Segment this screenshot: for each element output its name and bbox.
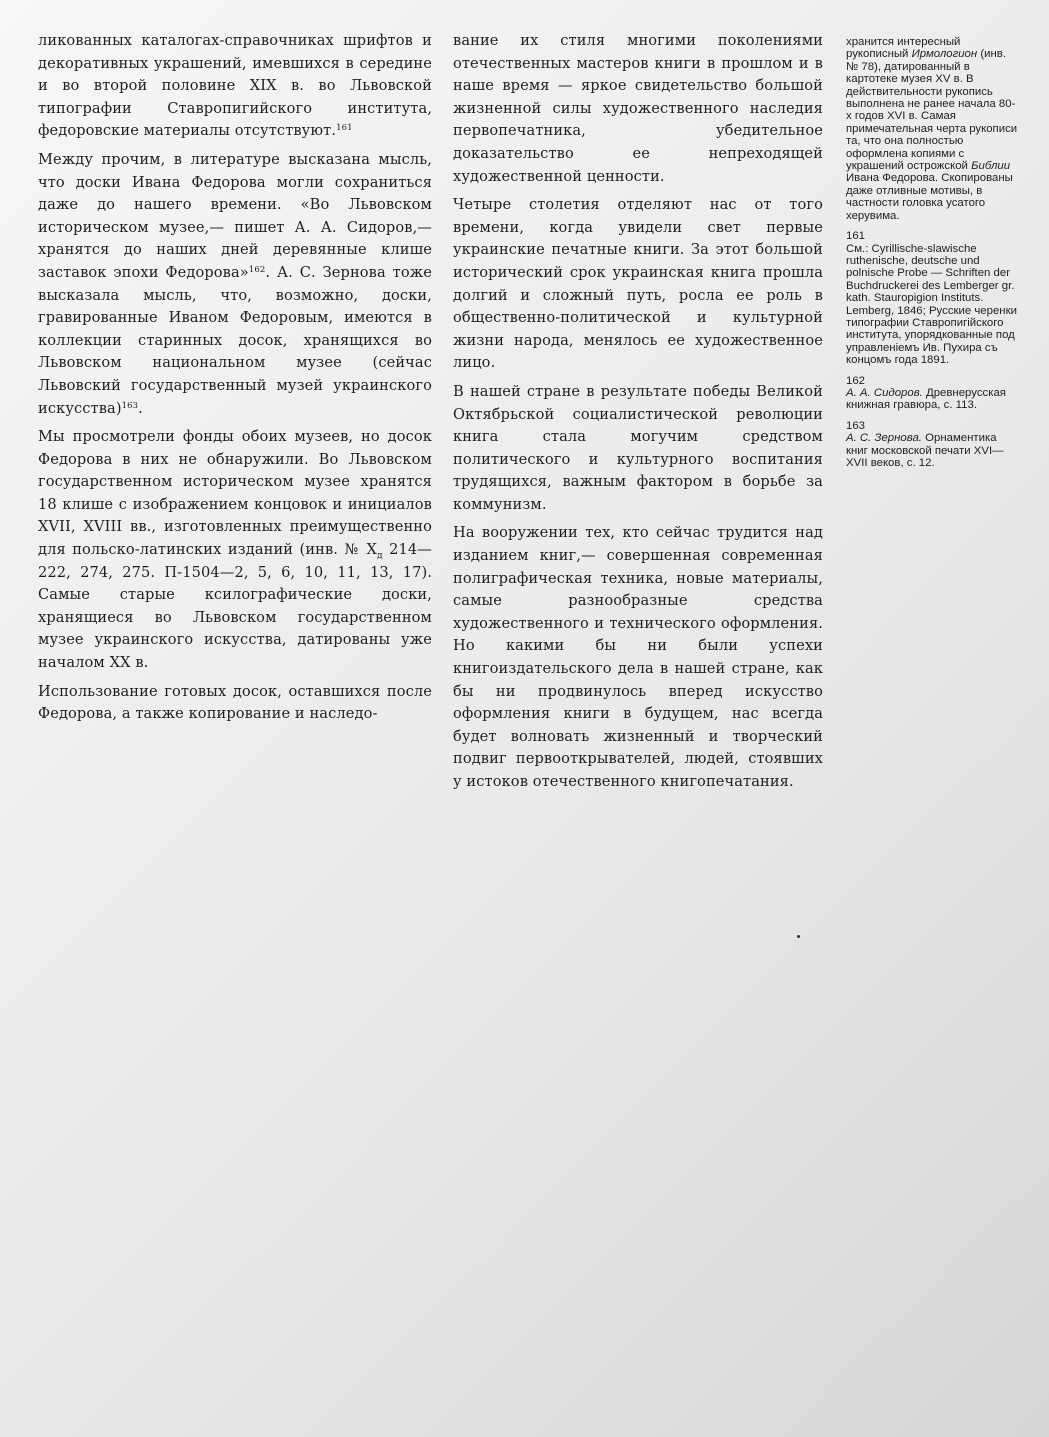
footnote-text: Древнерусская книжная гравюра, с. 113. <box>846 386 1006 412</box>
paragraph-text: 214—222, 274, 275. П-1504—2, 5, 6, 10, 11, 13, 17). Самые старые ксилографические доски, хранящиеся во Львовском государственном музее украинского искусства, датированы уже началом XX в. <box>38 541 432 672</box>
footnote-text: Орнаментика книг московской печати XVI—XVII веков, с. 12. <box>846 432 1004 469</box>
side-note-title: Библии <box>971 160 1011 173</box>
paragraph-text: . <box>138 399 143 417</box>
footnote-ref[interactable]: 163 <box>121 400 139 411</box>
paragraph-text: Мы просмотрели фонды обоих музеев, но досок Федорова в них не обнаружили. Во Львовском государственном историческом музее хранятся 18 клише с изображением концовок и инициалов XVII, XVIII вв., изготовленных преимущественно для польско-латинских изданий (инв. № Х <box>38 428 432 559</box>
paragraph-text: . А. С. Зернова тоже высказала мысль, что, возможно, доски, гравированные Иваном Федоровым, имеются в коллекции старинных досок, хранящихся во Львовском национальном музее (сейчас Львовский государственный музей украинского искусства) <box>38 263 432 417</box>
footnote-number: 163 <box>846 419 866 432</box>
margin-notes-column <box>846 36 1018 477</box>
footnote-ref[interactable]: 161 <box>336 123 353 134</box>
print-speck <box>797 935 800 938</box>
footnote-161 <box>846 230 1018 366</box>
paragraph: вание их стиля многими поколениями отечественных мастеров книги в прошлом и в наше время — яркое свидетельство большой жизненной силы художественного наследия первопечатника, убедительное доказательство ее непреходящей художественной ценности. <box>453 32 823 185</box>
subscript: д <box>377 550 383 561</box>
footnote-author: А. С. Зернова. <box>846 432 922 445</box>
paragraph <box>38 30 432 143</box>
paragraph-text: Между прочим, в литературе высказана мысль, что доски Ивана Федорова могли сохраниться даже до нашего времени. «Во Львовском историческом музее,— пишет А. А. Сидоров,— хранятся до наших дней деревянные клише заставок эпохи Федорова» <box>38 150 432 281</box>
paragraph <box>38 149 432 420</box>
side-note-title: Ирмологион <box>911 48 978 61</box>
main-text-column-left <box>38 30 432 732</box>
footnote-163 <box>846 420 1018 470</box>
side-note-text: хранится интересный рукописный <box>846 36 961 61</box>
footnote-author: А. А. Сидоров. <box>846 386 923 399</box>
paragraph: На вооружении тех, кто сейчас трудится над изданием книг,— совершенная современная полиграфическая техника, новые материалы, самые разнообразные средства художественного и технического оформления. Но какими бы ни были успехи книгоиздательского дела в нашей стране, как бы ни продвинулось вперед искусство оформления книги в будущем, нас всегда будет волновать жизненный и творческий подвиг первооткрывателей, людей, стоявших у истоков отечественного книгопечатания. <box>453 524 823 790</box>
main-text-column-right <box>453 30 823 800</box>
paragraph: В нашей стране в результате победы Великой Октябрьской социалистической революции книга стала могучим средством политического и культурного воспитания трудящихся, важным фактором в борьбе за коммунизм. <box>453 382 823 513</box>
footnote-number: 162 <box>846 374 866 387</box>
paragraph: Использование готовых досок, оставшихся после Федорова, а также копирование и наследо- <box>38 682 432 723</box>
paragraph <box>38 426 432 675</box>
side-note-text: Ивана Федорова. Скопированы даже отливные мотивы, в частности головка усатого херувима. <box>846 172 1013 222</box>
footnote-162 <box>846 375 1018 412</box>
side-note-text: (инв. № 78), датированный в картотеке музея XV в. В действительности рукопись выполнена не ранее начала 80-х годов XVI в. Самая примечательная черта рукописи та, что она полностью оформлена копиями с украшений острожской <box>846 48 1018 173</box>
footnote-ref[interactable]: 162 <box>248 264 266 275</box>
footnote-number: 161 <box>846 230 866 243</box>
footnote-text: См.: Cyrillische-slawische ruthenische, deutsche und polnische Probe — Schriften der Buchdruckerei des Lemberger gr. kath. Stauropigion Instituts. Lemberg, 1846; Русские черенки типографии Ставропигійского института, упорядкованные под управленіемъ Ив. Пухира съ концомъ года 1891. <box>846 242 1017 367</box>
paragraph: Четыре столетия отделяют нас от того времени, когда увидели свет первые украинские печатные книги. За этот большой исторический срок украинская книга прошла долгий и сложный путь, росла ее роль в общественно-политической и культурной жизни народа, менялось ее художественное лицо. <box>453 196 823 372</box>
side-note <box>846 36 1018 222</box>
paragraph-text: ликованных каталогах-справочниках шрифтов и декоративных украшений, имевшихся в середине и во второй половине XIX в. во Львовской типографии Ставропигийского института, федоровские материалы отсутствуют. <box>38 32 432 140</box>
